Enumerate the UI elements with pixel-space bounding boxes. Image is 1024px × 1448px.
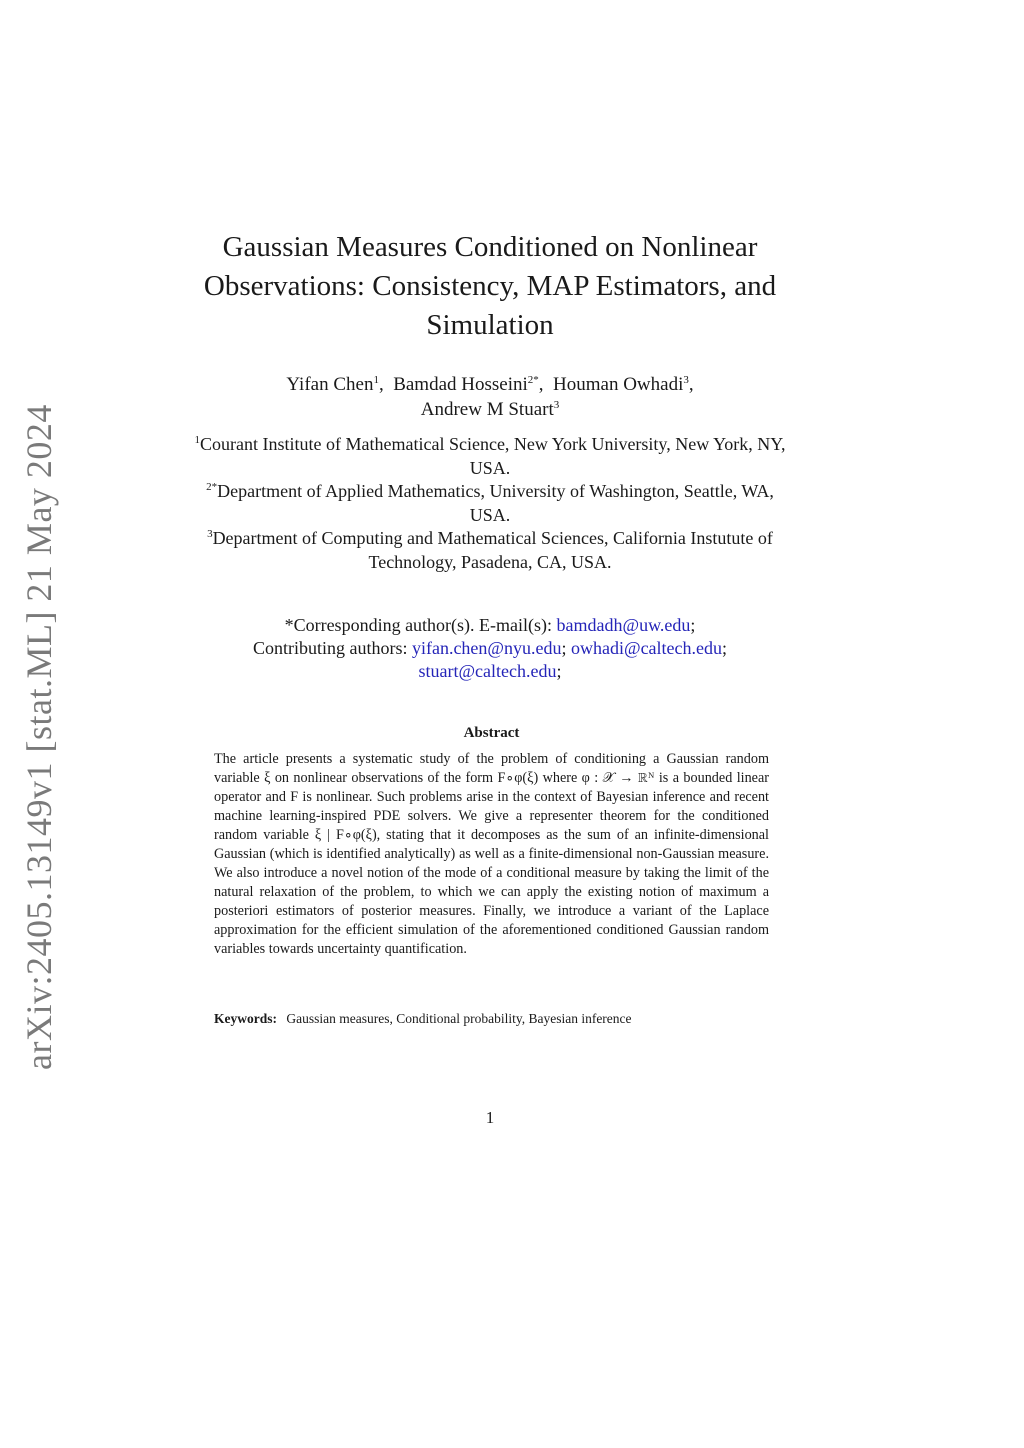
author-name: Houman Owhadi bbox=[553, 374, 684, 395]
title-line: Simulation bbox=[426, 309, 554, 341]
affiliation bbox=[190, 527, 790, 574]
author-mark: 2* bbox=[527, 374, 539, 386]
title-line: Gaussian Measures Conditioned on Nonlinear bbox=[222, 231, 758, 263]
author-mark: 3 bbox=[553, 399, 560, 411]
email-link[interactable]: yifan.chen@nyu.edu bbox=[411, 638, 562, 658]
affiliation bbox=[190, 480, 790, 527]
author-name: Andrew M Stuart bbox=[420, 399, 554, 420]
affiliation-mark: 1 bbox=[194, 434, 201, 446]
paper-title bbox=[190, 228, 790, 345]
email-link[interactable]: bamdadh@uw.edu bbox=[556, 615, 691, 635]
affiliation-text: Department of Computing and Mathematical Sciences, California Instutute of Technology, Pasadena, CA, USA. bbox=[212, 528, 773, 572]
affiliation-mark: 3 bbox=[207, 528, 213, 540]
arxiv-identifier: arXiv:2405.13149v1 [stat.ML] 21 May 2024 bbox=[19, 404, 59, 1070]
abstract-heading: Abstract bbox=[463, 725, 520, 741]
corresponding-label: *Corresponding author(s). E-mail(s): bbox=[284, 615, 553, 635]
keywords-label: Keywords: bbox=[214, 1011, 277, 1026]
affiliation-text: Courant Institute of Mathematical Science, New York University, New York, NY, USA. bbox=[200, 434, 786, 478]
email-link[interactable]: stuart@caltech.edu bbox=[418, 661, 557, 681]
affiliation-list bbox=[190, 433, 790, 574]
affiliation-mark: 2* bbox=[206, 481, 218, 493]
affiliation-text: Department of Applied Mathematics, University of Washington, Seattle, WA, USA. bbox=[217, 481, 774, 525]
author-list: Yifan Chen$^1$, Bamdad Hosseini$^{2*}$, Houman Owhadi$^3$, Andrew M Stuart$^3$ bbox=[286, 374, 694, 420]
title-line: Observations: Consistency, MAP Estimators, and bbox=[203, 270, 777, 302]
author-name: Yifan Chen bbox=[286, 374, 374, 395]
author-mark: 3 bbox=[683, 374, 689, 386]
page-number: 1 bbox=[485, 1108, 495, 1127]
keywords bbox=[214, 1011, 769, 1027]
abstract-text: The article presents a systematic study of the problem of conditioning a Gaussian random variable ξ on nonlinear observations of the form F∘φ(ξ) where φ : 𝒳 → ℝᴺ is a bounded linear operator and F is nonlinear. Such problems arise in the context of Bayesian inference and recent machine learning-inspired PDE solvers. We give a representer theorem for the conditioned random variable ξ | F∘φ(ξ), stating that it decomposes as the sum of an infinite-dimensional Gaussian (which is identified analytically) as well as a finite-dimensional non-Gaussian measure. We also introduce a novel notion of the mode of a conditional measure by taking the limit of the natural relaxation of the problem, to which we can apply the existing notion of maximum a posteriori estimators of posterior measures. Finally, we introduce a variant of the Laplace approximation for the efficient simulation of the aforementioned conditioned Gaussian random variables towards uncertainty quantification. bbox=[214, 751, 769, 957]
author-name: Bamdad Hosseini bbox=[393, 374, 528, 395]
affiliation bbox=[190, 433, 790, 480]
keywords-text: Gaussian measures, Conditional probability, Bayesian inference bbox=[286, 1011, 632, 1026]
author-mark: 1 bbox=[373, 374, 379, 386]
email-link[interactable]: owhadi@caltech.edu bbox=[571, 638, 723, 658]
contributing-label: Contributing authors: bbox=[252, 638, 408, 658]
contact-info: *Corresponding author(s). E-mail(s): bamdadh@uw.edu; Contributing authors: yifan.chen@nyu.edu; owhadi@caltech.edu; stuart@caltech.edu; bbox=[252, 615, 728, 681]
